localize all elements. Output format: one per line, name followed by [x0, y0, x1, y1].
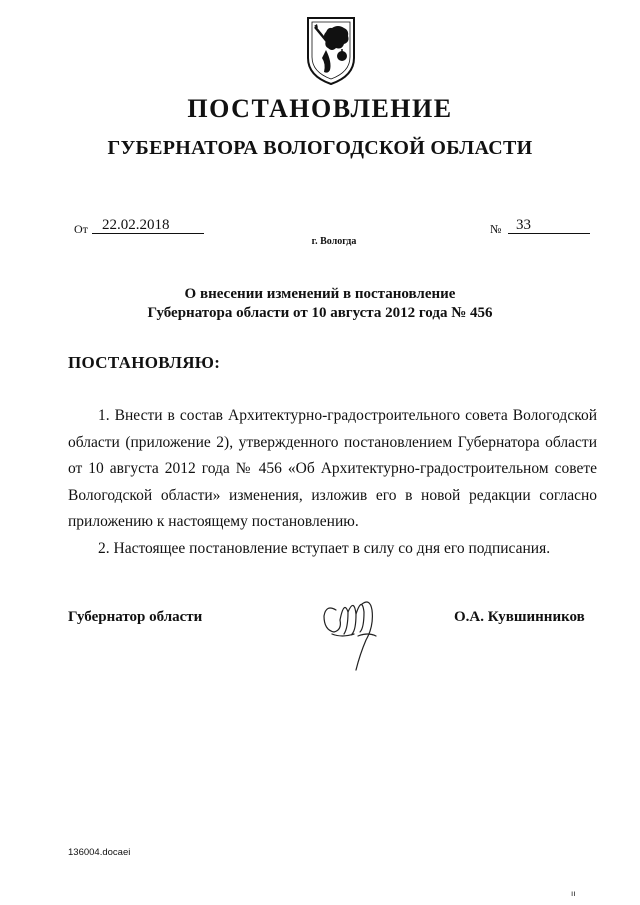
body-text	[68, 403, 597, 562]
signatory-name: О.А. Кувшинников	[454, 609, 585, 625]
footer-filename: 136004.docaei	[68, 847, 131, 858]
document-subtitle: ГУБЕРНАТОРА ВОЛОГОДСКОЙ ОБЛАСТИ	[107, 137, 533, 159]
document-title: ПОСТАНОВЛЕНИЕ	[187, 94, 453, 123]
handwritten-signature-icon	[318, 590, 384, 682]
signatory-role: Губернатор области	[68, 609, 203, 625]
number-label: №	[490, 222, 502, 236]
subject-line-2: Губернатора области от 10 августа 2012 года № 456	[147, 305, 493, 321]
number-value: 33	[508, 216, 590, 234]
coat-of-arms-icon	[304, 14, 358, 86]
date-value: 22.02.2018	[92, 216, 204, 234]
city-label: г. Вологда	[311, 236, 357, 247]
corner-mark: ıı	[571, 889, 576, 898]
paragraph-1: 1. Внести в состав Архитектурно-градостроительного совета Вологодской области (приложение 2), утвержденного постановлением Губернатора области от 10 августа 2012 года № 456 «Об Архитектурно-градостроительном совете Вологодской области» изменения, изложив его в новой редакции согласно приложению к настоящему постановлению.	[68, 407, 597, 530]
subject-heading	[0, 285, 640, 323]
decree-word: ПОСТАНОВЛЯЮ:	[68, 353, 221, 372]
subject-line-1: О внесении изменений в постановление	[184, 286, 456, 302]
paragraph-2: 2. Настоящее постановление вступает в силу со дня его подписания.	[98, 539, 551, 557]
date-label: От	[74, 222, 88, 236]
